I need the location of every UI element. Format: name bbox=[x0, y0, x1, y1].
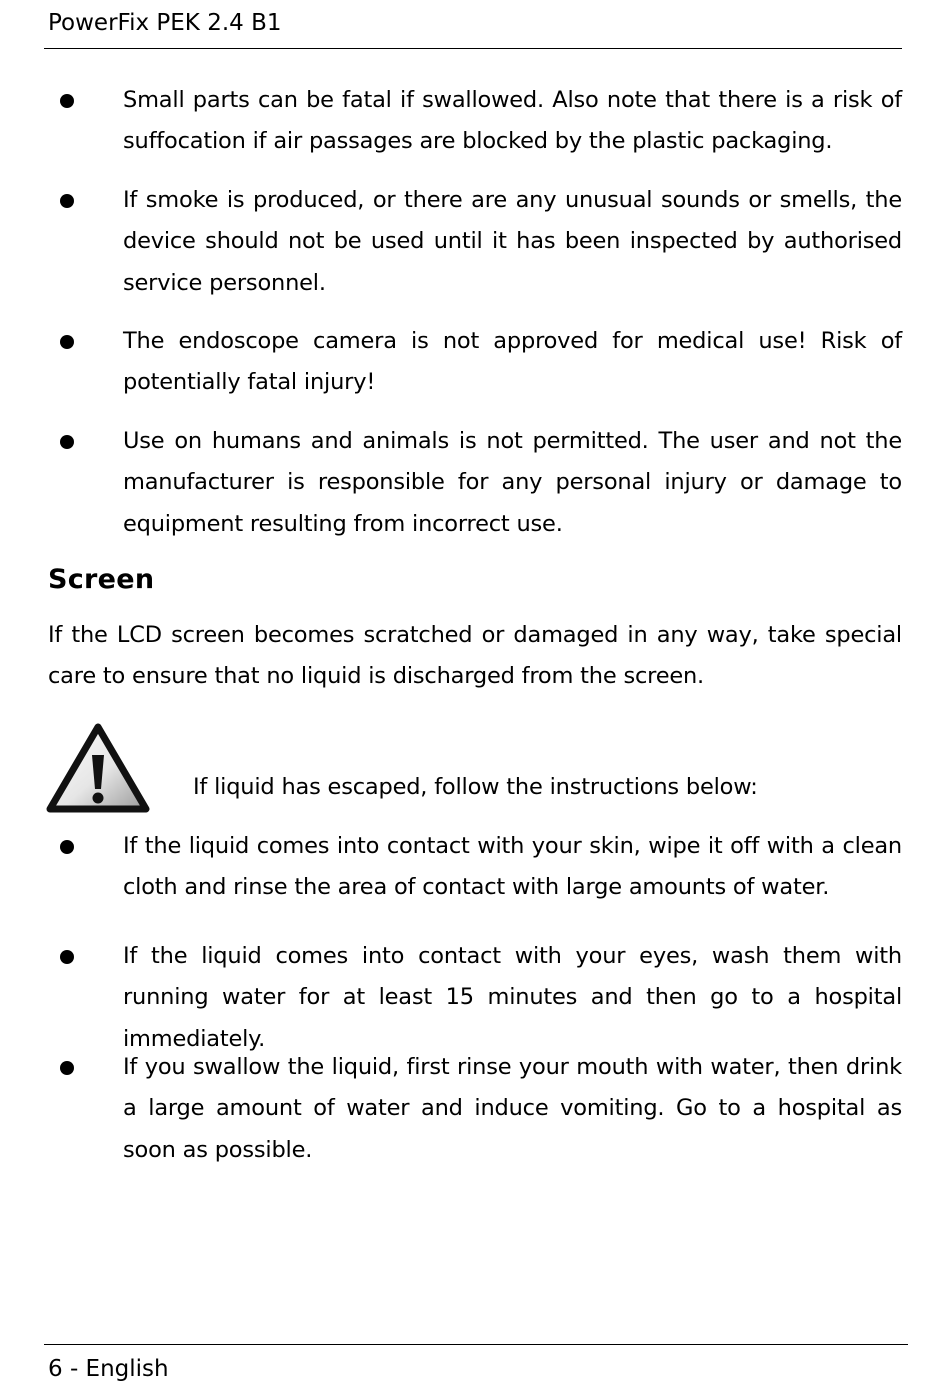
page-header-title: PowerFix PEK 2.4 B1 bbox=[48, 10, 282, 36]
bullet-icon bbox=[60, 94, 74, 108]
section-heading: Screen bbox=[48, 564, 155, 595]
list-item-text: Small parts can be fatal if swallowed. Also note that there is a risk of suffocation if air passages are blocked by the plastic packaging. bbox=[123, 87, 902, 155]
warning-triangle-icon bbox=[46, 723, 150, 815]
list-item-text: If the liquid comes into contact with your skin, wipe it off with a clean cloth and rinse the area of contact with large amounts of water. bbox=[123, 833, 902, 901]
bullet-icon bbox=[60, 435, 74, 449]
list-item-text: Use on humans and animals is not permitted. The user and not the manufacturer is responsible for any personal injury or damage to equipment resulting from incorrect use. bbox=[123, 428, 902, 537]
bullet-icon bbox=[60, 840, 74, 854]
bullet-icon bbox=[60, 1061, 74, 1075]
bullet-icon bbox=[60, 950, 74, 964]
section-paragraph: If the LCD screen becomes scratched or damaged in any way, take special care to ensure that no liquid is discharged from the screen. bbox=[48, 622, 902, 690]
list-item-text: If smoke is produced, or there are any unusual sounds or smells, the device should not be used until it has been inspected by authorised service personnel. bbox=[123, 187, 902, 296]
list-item-text: If the liquid comes into contact with your eyes, wash them with running water for at least 15 minutes and then go to a hospital immediately. bbox=[123, 943, 902, 1052]
bullet-icon bbox=[60, 194, 74, 208]
list-item-text: If you swallow the liquid, first rinse your mouth with water, then drink a large amount of water and induce vomiting. Go to a hospital as soon as possible. bbox=[123, 1054, 902, 1163]
warning-text: If liquid has escaped, follow the instructions below: bbox=[193, 774, 758, 800]
footer-divider bbox=[44, 1344, 908, 1345]
list-item-text: The endoscope camera is not approved for medical use! Risk of potentially fatal injury! bbox=[123, 328, 902, 396]
header-divider bbox=[44, 48, 902, 49]
bullet-icon bbox=[60, 335, 74, 349]
page-footer: 6 - English bbox=[48, 1356, 169, 1382]
